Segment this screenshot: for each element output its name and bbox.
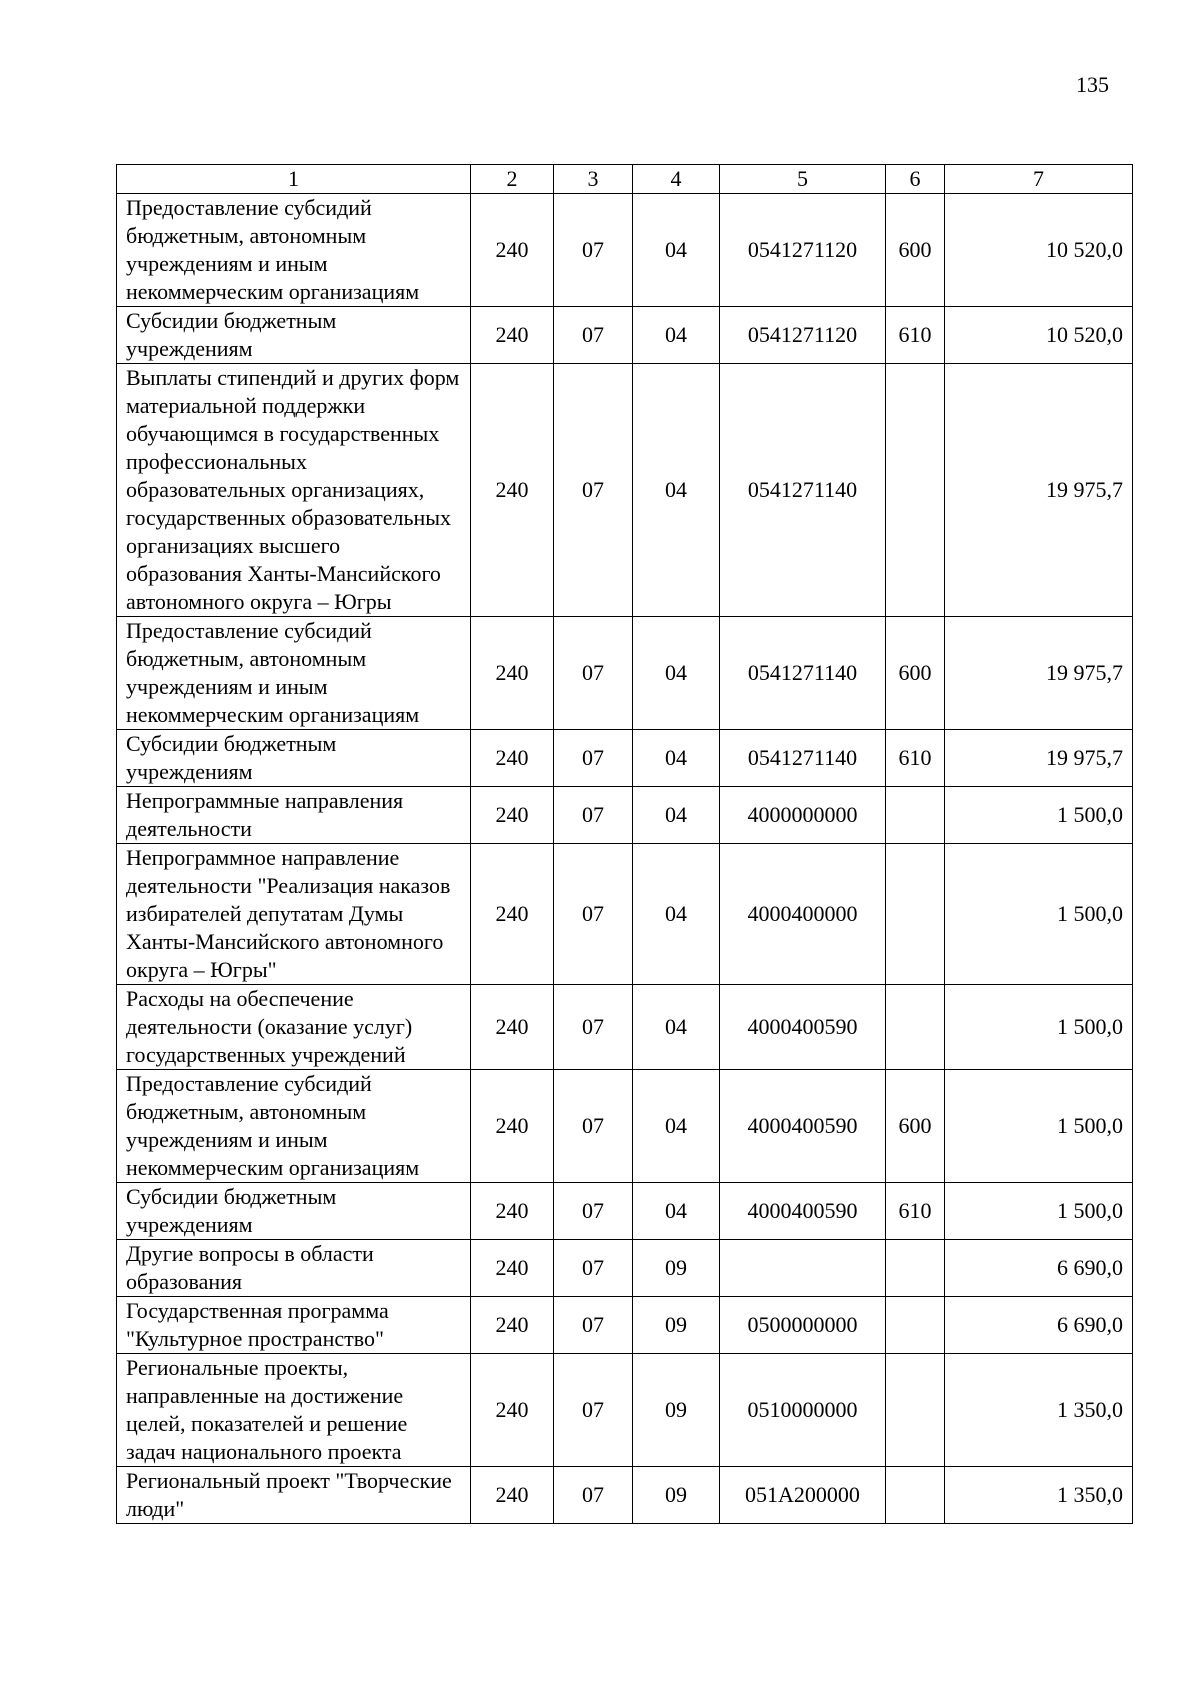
expense-name: Выплаты стипендий и других форм материальной поддержки обучающимся в государственных профессиональных образовательных организациях, государственных образовательных организациях высшего образования Ханты-Мансийского автономного округа – Югры	[117, 364, 471, 617]
subsection-code: 09	[633, 1354, 720, 1467]
table-row	[117, 1354, 1133, 1467]
ministry-code: 240	[471, 1070, 554, 1183]
ministry-code: 240	[471, 1467, 554, 1524]
expense-type-code	[886, 787, 945, 844]
expense-type-code: 610	[886, 730, 945, 787]
subsection-code: 04	[633, 307, 720, 364]
expense-name: Предоставление субсидий бюджетным, автономным учреждениям и иным некоммерческим организациям	[117, 1070, 471, 1183]
expense-type-code: 600	[886, 1070, 945, 1183]
expense-type-code	[886, 1467, 945, 1524]
target-article-code: 0541271140	[720, 730, 886, 787]
ministry-code: 240	[471, 787, 554, 844]
section-code: 07	[554, 194, 633, 307]
target-article-code: 051А200000	[720, 1467, 886, 1524]
expense-name: Региональный проект "Творческие люди"	[117, 1467, 471, 1524]
section-code: 07	[554, 844, 633, 985]
table-row	[117, 844, 1133, 985]
table-row	[117, 1183, 1133, 1240]
expense-type-code	[886, 844, 945, 985]
section-code: 07	[554, 307, 633, 364]
target-article-code: 4000400590	[720, 985, 886, 1070]
amount: 10 520,0	[945, 194, 1133, 307]
ministry-code: 240	[471, 307, 554, 364]
section-code: 07	[554, 985, 633, 1070]
expense-type-code: 610	[886, 1183, 945, 1240]
ministry-code: 240	[471, 985, 554, 1070]
table-row	[117, 364, 1133, 617]
header-row	[117, 165, 1133, 194]
expense-name: Субсидии бюджетным учреждениям	[117, 730, 471, 787]
expense-name: Субсидии бюджетным учреждениям	[117, 307, 471, 364]
expense-type-code: 610	[886, 307, 945, 364]
subsection-code: 09	[633, 1297, 720, 1354]
amount: 10 520,0	[945, 307, 1133, 364]
expense-name: Непрограммное направление деятельности "Реализация наказов избирателей депутатам Думы Ханты-Мансийского автономного округа – Югры"	[117, 844, 471, 985]
page-number: 135	[1076, 72, 1109, 97]
target-article-code: 4000400000	[720, 844, 886, 985]
expense-type-code	[886, 1297, 945, 1354]
table-row	[117, 1467, 1133, 1524]
budget-table	[116, 164, 1133, 1524]
table-row	[117, 787, 1133, 844]
section-code: 07	[554, 364, 633, 617]
table-row	[117, 1297, 1133, 1354]
section-code: 07	[554, 730, 633, 787]
expense-name: Государственная программа "Культурное пространство"	[117, 1297, 471, 1354]
subsection-code: 04	[633, 1183, 720, 1240]
target-article-code: 4000000000	[720, 787, 886, 844]
ministry-code: 240	[471, 364, 554, 617]
expense-name: Региональные проекты, направленные на достижение целей, показателей и решение задач национального проекта	[117, 1354, 471, 1467]
column-header-6: 6	[886, 165, 945, 194]
ministry-code: 240	[471, 194, 554, 307]
ministry-code: 240	[471, 617, 554, 730]
subsection-code: 04	[633, 194, 720, 307]
target-article-code: 4000400590	[720, 1070, 886, 1183]
ministry-code: 240	[471, 844, 554, 985]
subsection-code: 04	[633, 364, 720, 617]
ministry-code: 240	[471, 1354, 554, 1467]
subsection-code: 04	[633, 1070, 720, 1183]
section-code: 07	[554, 617, 633, 730]
expense-type-code	[886, 985, 945, 1070]
subsection-code: 04	[633, 617, 720, 730]
section-code: 07	[554, 1354, 633, 1467]
ministry-code: 240	[471, 1183, 554, 1240]
table-row	[117, 617, 1133, 730]
amount: 1 500,0	[945, 787, 1133, 844]
table-row	[117, 1070, 1133, 1183]
expense-name: Предоставление субсидий бюджетным, автономным учреждениям и иным некоммерческим организациям	[117, 194, 471, 307]
target-article-code: 0510000000	[720, 1354, 886, 1467]
amount: 19 975,7	[945, 617, 1133, 730]
amount: 1 500,0	[945, 1183, 1133, 1240]
amount: 6 690,0	[945, 1297, 1133, 1354]
expense-name: Непрограммные направления деятельности	[117, 787, 471, 844]
section-code: 07	[554, 1183, 633, 1240]
target-article-code: 0500000000	[720, 1297, 886, 1354]
amount: 19 975,7	[945, 730, 1133, 787]
ministry-code: 240	[471, 730, 554, 787]
subsection-code: 09	[633, 1240, 720, 1297]
expense-type-code: 600	[886, 617, 945, 730]
subsection-code: 04	[633, 787, 720, 844]
section-code: 07	[554, 1070, 633, 1183]
expense-name: Предоставление субсидий бюджетным, автономным учреждениям и иным некоммерческим организациям	[117, 617, 471, 730]
column-header-4: 4	[633, 165, 720, 194]
amount: 1 500,0	[945, 844, 1133, 985]
target-article-code: 0541271140	[720, 617, 886, 730]
amount: 1 350,0	[945, 1354, 1133, 1467]
subsection-code: 04	[633, 730, 720, 787]
section-code: 07	[554, 1297, 633, 1354]
column-header-3: 3	[554, 165, 633, 194]
target-article-code	[720, 1240, 886, 1297]
amount: 1 500,0	[945, 985, 1133, 1070]
target-article-code: 0541271120	[720, 307, 886, 364]
subsection-code: 04	[633, 985, 720, 1070]
target-article-code: 0541271120	[720, 194, 886, 307]
column-header-5: 5	[720, 165, 886, 194]
table-row	[117, 985, 1133, 1070]
table-row	[117, 194, 1133, 307]
expense-type-code: 600	[886, 194, 945, 307]
expense-type-code	[886, 1354, 945, 1467]
section-code: 07	[554, 787, 633, 844]
expense-name: Субсидии бюджетным учреждениям	[117, 1183, 471, 1240]
amount: 1 350,0	[945, 1467, 1133, 1524]
table-row	[117, 730, 1133, 787]
table-row	[117, 307, 1133, 364]
subsection-code: 09	[633, 1467, 720, 1524]
expense-name: Другие вопросы в области образования	[117, 1240, 471, 1297]
amount: 1 500,0	[945, 1070, 1133, 1183]
section-code: 07	[554, 1240, 633, 1297]
section-code: 07	[554, 1467, 633, 1524]
amount: 19 975,7	[945, 364, 1133, 617]
amount: 6 690,0	[945, 1240, 1133, 1297]
target-article-code: 4000400590	[720, 1183, 886, 1240]
column-header-1: 1	[117, 165, 471, 194]
expense-type-code	[886, 364, 945, 617]
column-header-7: 7	[945, 165, 1133, 194]
subsection-code: 04	[633, 844, 720, 985]
table-row	[117, 1240, 1133, 1297]
column-header-2: 2	[471, 165, 554, 194]
ministry-code: 240	[471, 1297, 554, 1354]
ministry-code: 240	[471, 1240, 554, 1297]
target-article-code: 0541271140	[720, 364, 886, 617]
expense-type-code	[886, 1240, 945, 1297]
expense-name: Расходы на обеспечение деятельности (оказание услуг) государственных учреждений	[117, 985, 471, 1070]
